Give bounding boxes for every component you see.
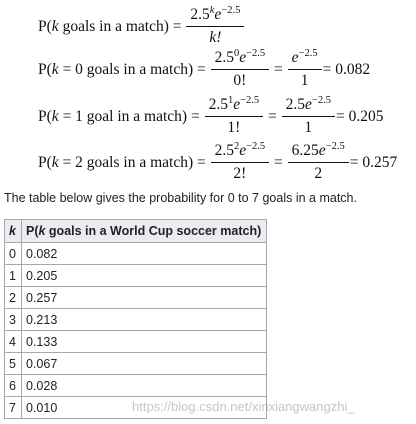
fraction-denominator: 1 [282,116,335,137]
header-k: k [5,220,22,243]
fraction-numerator: $6.25e^{-2.5}$ [291,141,345,159]
eq-lhs-part: = 2 goals in a match) = [58,153,210,171]
equation-k0: P( k = 0 goals in a match) = $\frac{2.5^0e^{-2.5}}{0!}$ = $\frac{e^{-2.5}}{1}$ = 0.082 [38,48,371,89]
cell-probability: 0.133 [22,331,267,353]
cell-probability: 0.257 [22,287,267,309]
probability-table [4,219,267,419]
cell-probability: 0.205 [22,265,267,287]
eq-lhs-part: P( [38,107,52,125]
eq-lhs-part: P( [38,17,52,35]
cell-probability: 0.082 [22,243,267,265]
cell-probability: 0.213 [22,309,267,331]
eq-variable: k [51,17,59,35]
fraction [290,49,320,90]
fraction-numerator: $e^{-2.5}$ [291,48,318,66]
fraction-denominator: k! [186,26,244,47]
eq-variable: k [51,153,59,171]
table-row [5,287,267,309]
cell-probability: 0.028 [22,375,267,397]
table-row [5,375,267,397]
fraction-denominator: 2! [211,162,270,183]
equation-k2: P( k = 2 goals in a match) = $\frac{2.5^2e^{-2.5}}{2!}$ = $\frac{6.25e^{-2.5}}{2}$ = 0.257 [38,141,398,182]
fraction [207,96,262,137]
fraction [213,142,268,183]
fraction [188,6,242,47]
table-row [5,265,267,287]
fraction [290,142,347,183]
header-probability: P(k goals in a World Cup soccer match) [22,220,267,243]
fraction-numerator: $2.5^2e^{-2.5}$ [214,141,266,159]
fraction-numerator: $2.5^0e^{-2.5}$ [214,48,266,66]
cell-k: 3 [5,309,22,331]
fraction [213,49,268,90]
fraction-numerator: $2.5e^{-2.5}$ [285,95,331,113]
cell-k: 1 [5,265,22,287]
cell-k: 0 [5,243,22,265]
eq-lhs-part: = 0 goals in a match) = [58,60,210,78]
table-header-row [5,220,267,243]
equation-k1: P( k = 1 goal in a match) = $\frac{2.5^1e^{-2.5}}{1!}$ = $\frac{2.5e^{-2.5}}{1}$ = 0.205 [38,95,384,136]
table-row [5,353,267,375]
fraction-numerator: $2.5^ke^{-2.5}$ [190,5,241,23]
table-row [5,309,267,331]
fraction-denominator: 1! [205,116,264,137]
cell-k: 7 [5,397,22,419]
fraction-denominator: 2 [288,162,349,183]
cell-k: 6 [5,375,22,397]
cell-k: 2 [5,287,22,309]
eq-variable: k [51,107,59,125]
fraction [284,96,333,137]
eq-lhs-part: P( [38,60,52,78]
eq-lhs-part: P( [38,153,52,171]
eq-variable: k [51,60,59,78]
fraction-denominator: 0! [211,69,270,90]
table-row [5,243,267,265]
eq-result: = 0.205 [335,107,384,125]
intro-text: The table below gives the probability for 0 to 7 goals in a match. [4,191,357,205]
cell-k: 4 [5,331,22,353]
table-row [5,331,267,353]
cell-probability: 0.010 [22,397,267,419]
fraction-numerator: $2.5^1e^{-2.5}$ [208,95,260,113]
fraction-denominator: 1 [288,69,322,90]
eq-result: = 0.082 [322,60,371,78]
cell-k: 5 [5,353,22,375]
eq-result: = 0.257 [349,153,398,171]
eq-lhs-part: = 1 goal in a match) = [58,107,204,125]
eq-lhs-part: goals in a match) = [58,17,186,35]
cell-probability: 0.067 [22,353,267,375]
watermark: https://blog.csdn.net/xinxiangwangzhi_ [132,399,355,414]
equation-general [38,6,245,47]
